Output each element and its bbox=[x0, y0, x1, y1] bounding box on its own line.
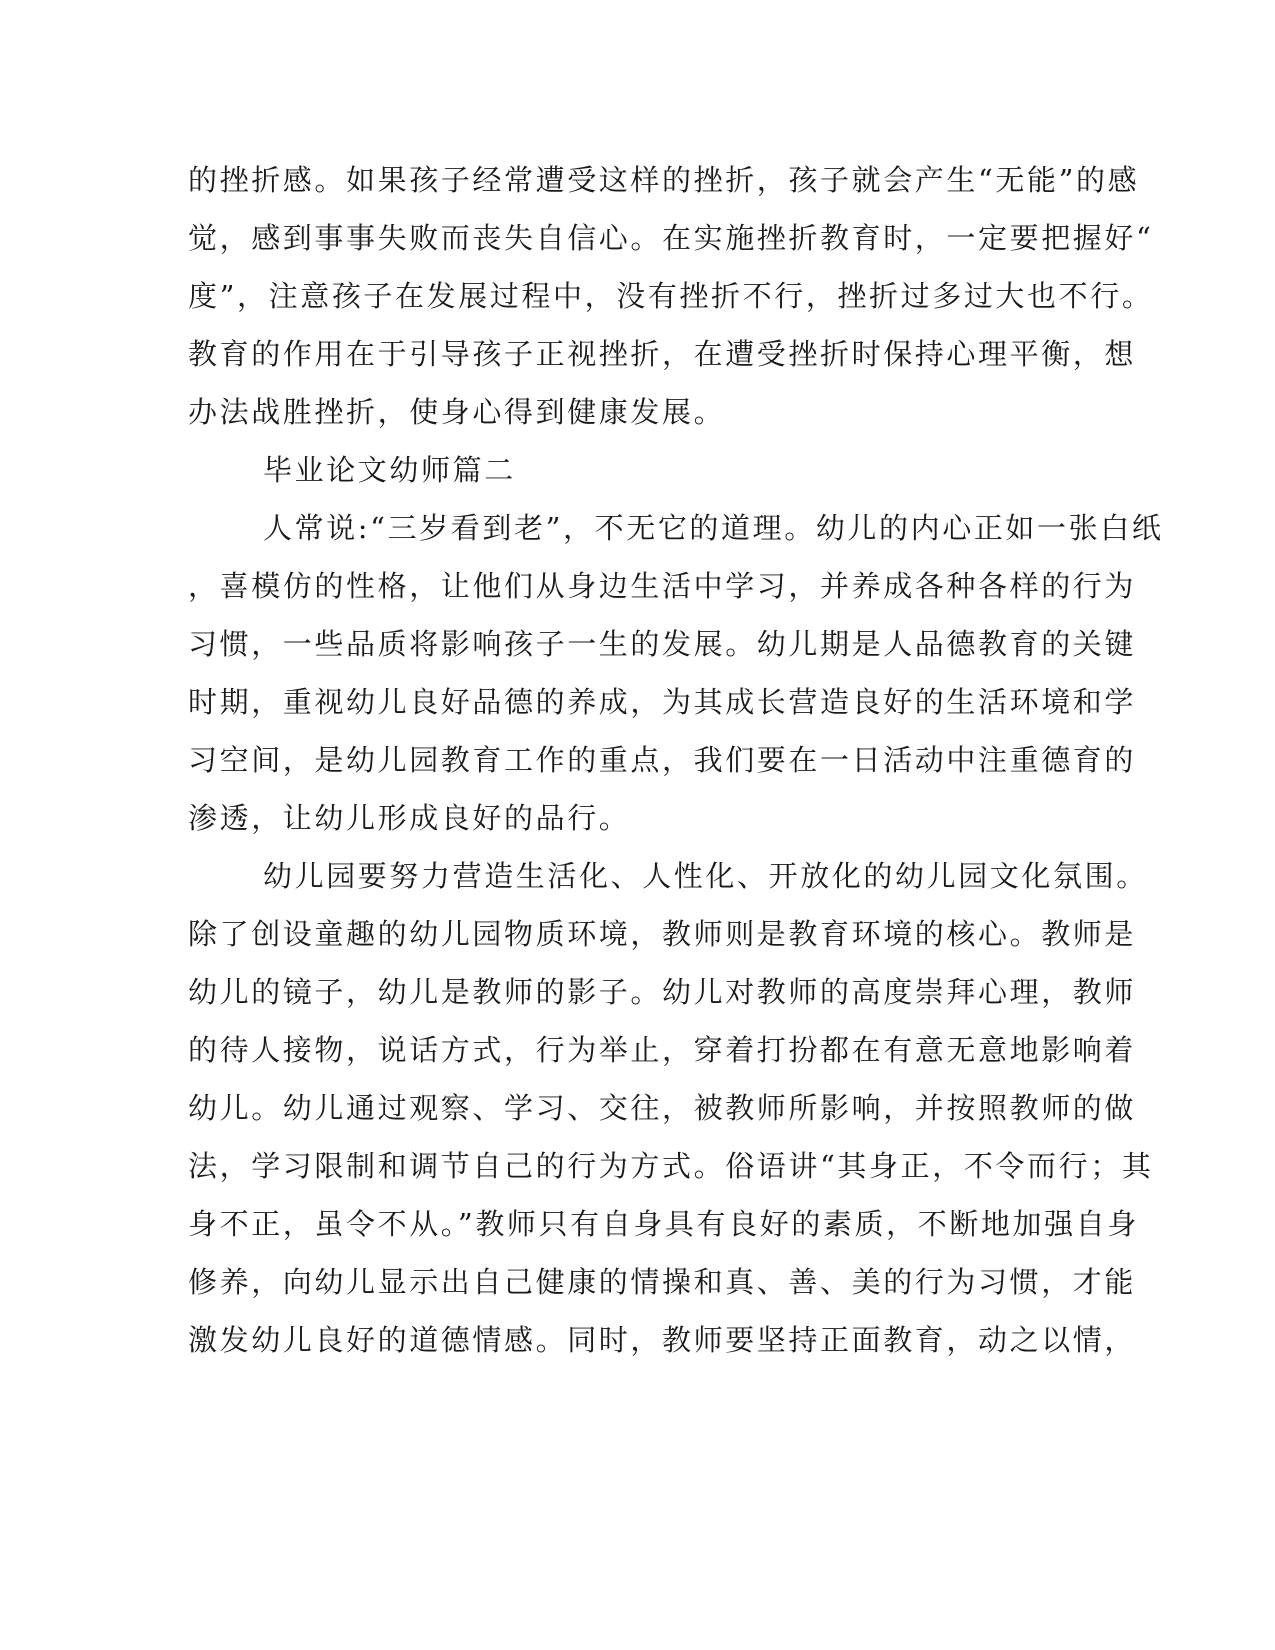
text-line: 身不正，虽令不从。”教师只有自身具有良好的素质，不断地加强自身 bbox=[188, 1207, 1139, 1241]
text-line: ，喜模仿的性格，让他们从身边生活中学习，并养成各种各样的行为 bbox=[188, 569, 1137, 603]
text-line: 人常说:“三岁看到老”，不无它的道理。幼儿的内心正如一张白纸 bbox=[263, 511, 1164, 545]
text-line: 时期，重视幼儿良好品德的养成，为其成长营造良好的生活环境和学 bbox=[188, 685, 1137, 719]
text-line: 度”，注意孩子在发展过程中，没有挫折不行，挫折过多过大也不行。 bbox=[188, 279, 1154, 313]
text-line: 习惯，一些品质将影响孩子一生的发展。幼儿期是人品德教育的关键 bbox=[188, 627, 1137, 661]
text-line: 觉，感到事事失败而丧失自信心。在实施挫折教育时，一定要把握好“ bbox=[188, 221, 1154, 255]
text-line: 法，学习限制和调节自己的行为方式。俗语讲“其身正，不令而行；其 bbox=[188, 1149, 1154, 1183]
text-line: 除了创设童趣的幼儿园物质环境，教师则是教育环境的核心。教师是 bbox=[188, 917, 1137, 951]
text-line: 幼儿园要努力营造生活化、人性化、开放化的幼儿园文化氛围。 bbox=[263, 859, 1148, 893]
text-line: 幼儿的镜子，幼儿是教师的影子。幼儿对教师的高度崇拜心理，教师 bbox=[188, 975, 1137, 1009]
text-line: 幼儿。幼儿通过观察、学习、交往，被教师所影响，并按照教师的做 bbox=[188, 1091, 1137, 1125]
text-line: 激发幼儿良好的道德情感。同时，教师要坚持正面教育，动之以情， bbox=[188, 1323, 1137, 1357]
text-line: 渗透，让幼儿形成良好的品行。 bbox=[188, 801, 631, 835]
text-line: 修养，向幼儿显示出自己健康的情操和真、善、美的行为习惯，才能 bbox=[188, 1265, 1137, 1299]
section-heading: 毕业论文幼师篇二 bbox=[263, 453, 516, 487]
text-line: 习空间，是幼儿园教育工作的重点，我们要在一日活动中注重德育的 bbox=[188, 743, 1137, 777]
text-line: 的待人接物，说话方式，行为举止，穿着打扮都在有意无意地影响着 bbox=[188, 1033, 1137, 1067]
text-line: 办法战胜挫折，使身心得到健康发展。 bbox=[188, 395, 726, 429]
text-line: 的挫折感。如果孩子经常遭受这样的挫折，孩子就会产生“无能”的感 bbox=[188, 163, 1140, 197]
text-line: 教育的作用在于引导孩子正视挫折，在遭受挫折时保持心理平衡，想 bbox=[188, 337, 1137, 371]
